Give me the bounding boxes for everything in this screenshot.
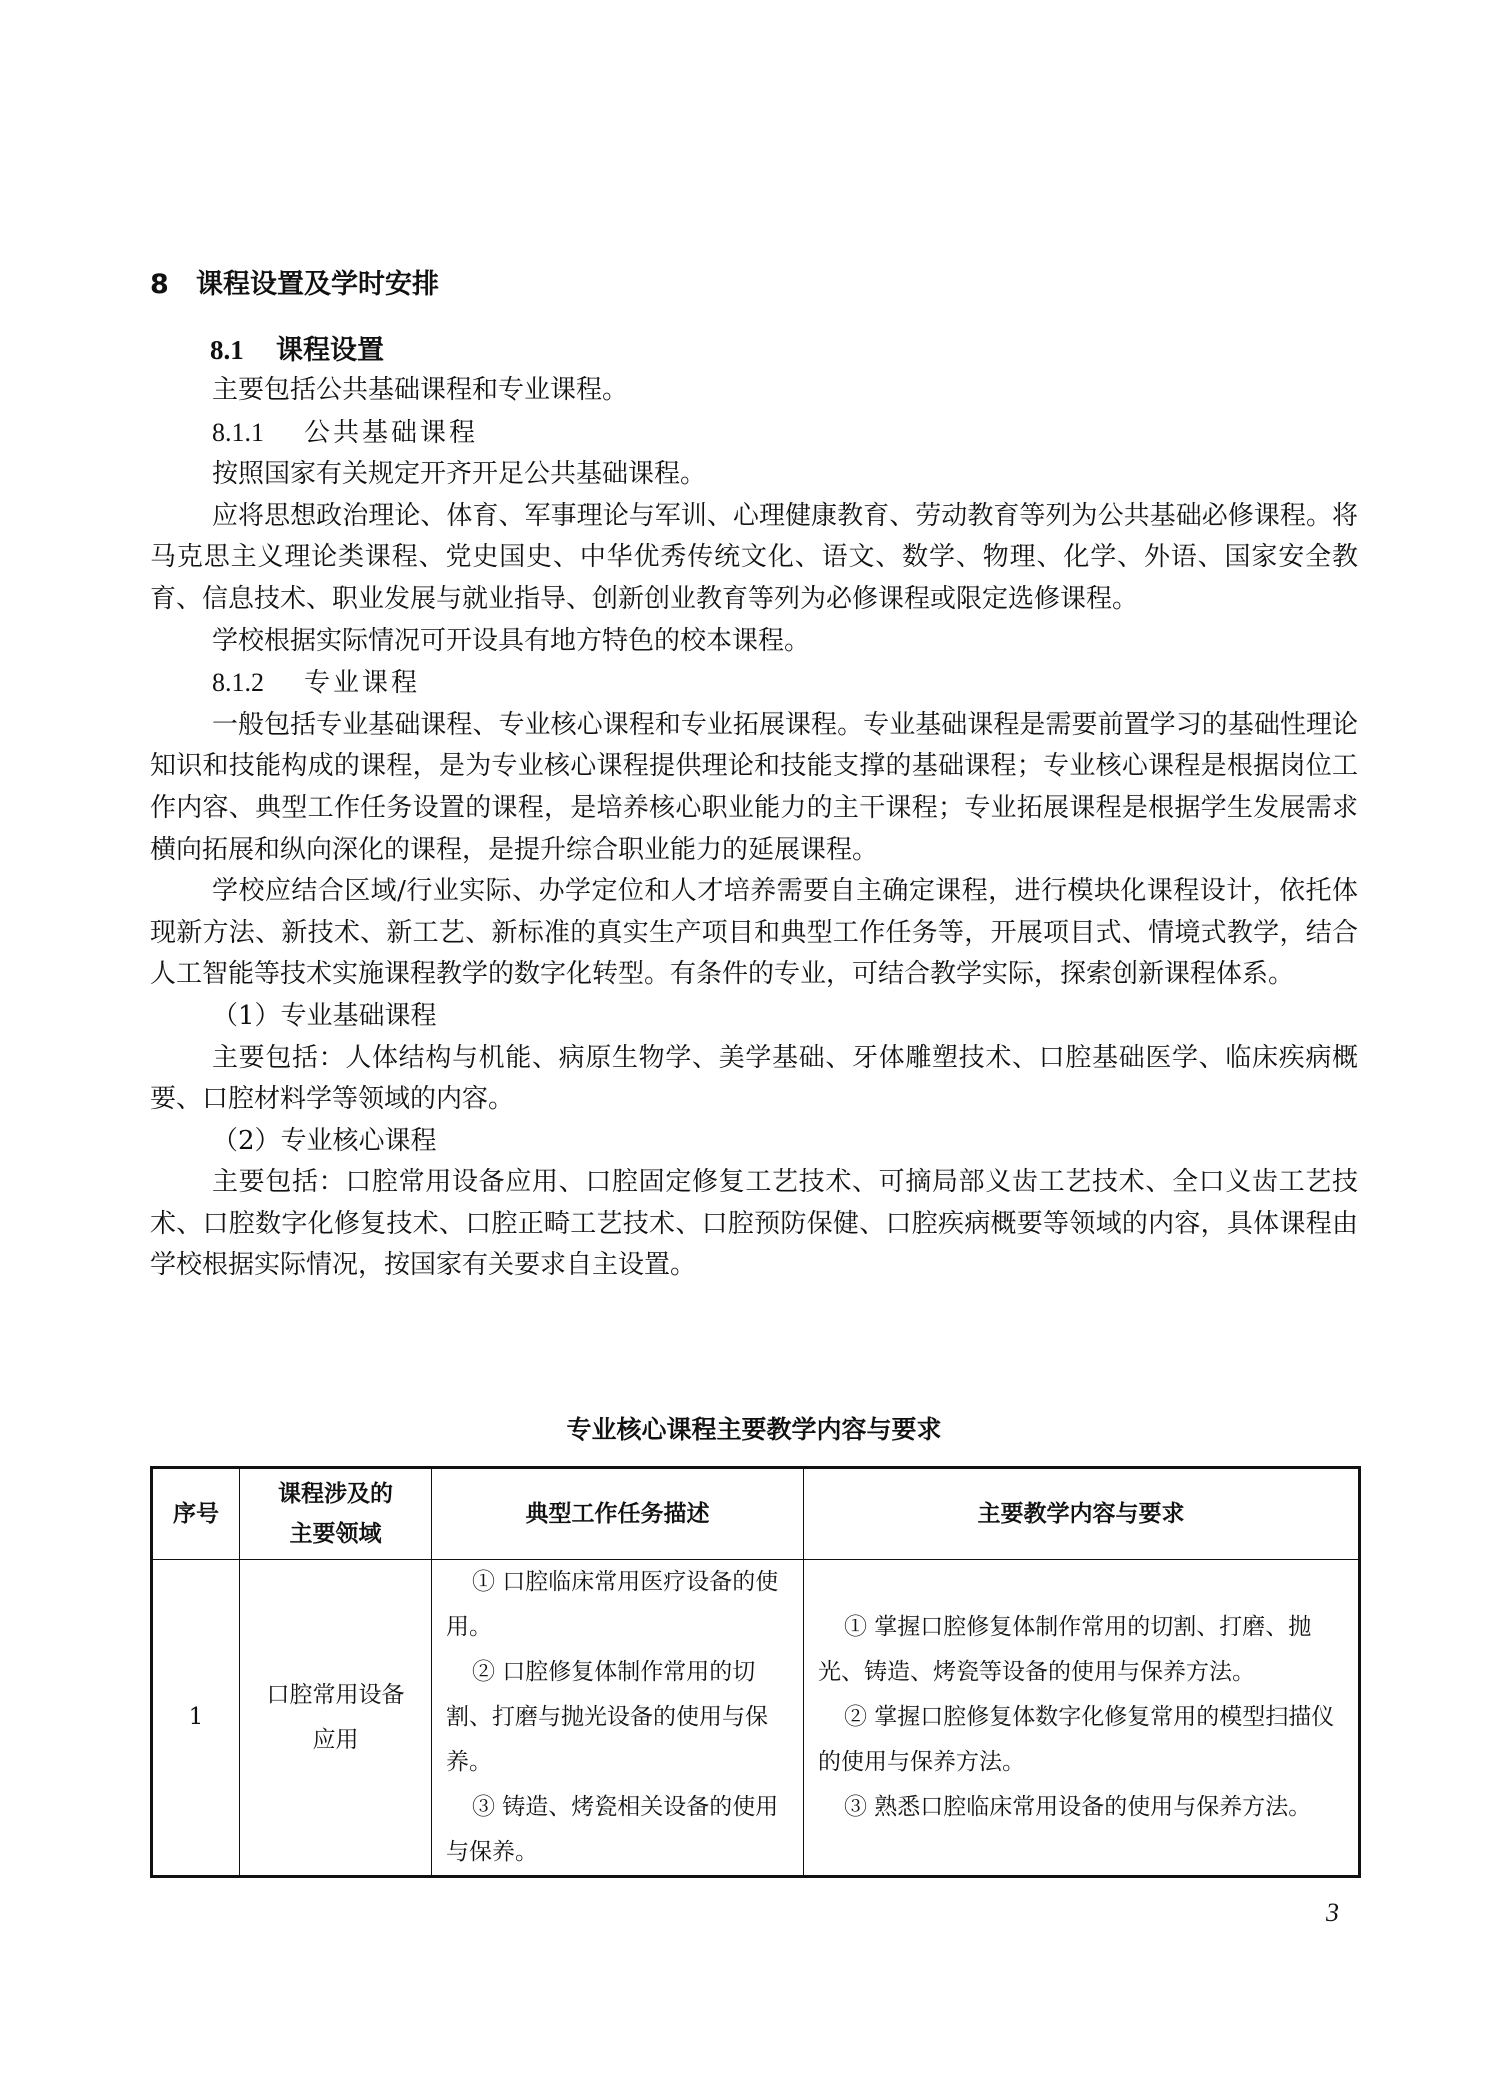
section-title: 课程设置: [276, 335, 384, 366]
cell-field-line: 口腔常用设备: [266, 1681, 405, 1708]
paragraph: 学校根据实际情况可开设具有地方特色的校本课程。: [212, 625, 811, 656]
body-text: [150, 370, 1358, 1287]
paragraph: 按照国家有关规定开齐开足公共基础课程。: [212, 459, 707, 490]
cell-content: [804, 1560, 1360, 1877]
subsection-number: 8.1.2: [212, 668, 264, 698]
cell-field-line: 应用: [312, 1726, 359, 1753]
list-heading-core: （2）专业核心课程: [212, 1125, 437, 1156]
chapter-heading: [150, 262, 439, 301]
subsection-heading-major: [150, 662, 1358, 705]
header-no: 序号: [152, 1468, 240, 1560]
content-item: ② 掌握口腔修复体数字化修复常用的模型扫描仪的使用与保养方法。: [818, 1704, 1335, 1775]
cell-no: 1: [152, 1560, 240, 1877]
table-title: 专业核心课程主要教学内容与要求: [566, 1415, 942, 1444]
subsection-number: 8.1.1: [212, 417, 264, 447]
chapter-title: 课程设置及学时安排: [196, 269, 439, 300]
cell-tasks: [432, 1560, 804, 1877]
intro-paragraph: 主要包括公共基础课程和专业课程。: [212, 375, 629, 405]
page-number: 3: [1326, 1898, 1339, 1927]
paragraph: 主要包括：口腔常用设备应用、口腔固定修复工艺技术、可摘局部义齿工艺技术、全口义齿工艺技术、口腔数字化修复技术、口腔正畸工艺技术、口腔预防保健、口腔疾病概要等领域的内容，具体课程由学校根据实际情况，按国家有关要求自主设置。: [150, 1167, 1358, 1281]
paragraph: 主要包括：人体结构与机能、病原生物学、美学基础、牙体雕塑技术、口腔基础医学、临床疾病概要、口腔材料学等领域的内容。: [150, 1042, 1358, 1115]
header-field: [240, 1468, 432, 1560]
task-item: ② 口腔修复体制作常用的切割、打磨与抛光设备的使用与保养。: [446, 1659, 768, 1775]
core-course-table: [150, 1466, 1361, 1878]
header-content: 主要教学内容与要求: [804, 1468, 1360, 1560]
task-item: ① 口腔临床常用医疗设备的使用。: [446, 1569, 779, 1640]
chapter-number: 8: [150, 269, 169, 300]
paragraph: 一般包括专业基础课程、专业核心课程和专业拓展课程。专业基础课程是需要前置学习的基础性理论知识和技能构成的课程，是为专业核心课程提供理论和技能支撑的基础课程；专业核心课程是根据岗位工作内容、典型工作任务设置的课程，是培养核心职业能力的主干课程；专业拓展课程是根据学生发展需求横向拓展和纵向深化的课程，是提升综合职业能力的延展课程。: [150, 709, 1358, 865]
paragraph: 学校应结合区域/行业实际、办学定位和人才培养需要自主确定课程，进行模块化课程设计，依托体现新方法、新技术、新工艺、新标准的真实生产项目和典型工作任务等，开展项目式、情境式教学，结合人工智能等技术实施课程教学的数字化转型。有条件的专业，可结合教学实际，探索创新课程体系。: [150, 876, 1358, 990]
subsection-title: 公共基础课程: [304, 417, 479, 448]
content-item: ③ 熟悉口腔临床常用设备的使用与保养方法。: [844, 1794, 1312, 1820]
cell-field: [240, 1560, 432, 1877]
table-row: [152, 1560, 1360, 1877]
paragraph: 应将思想政治理论、体育、军事理论与军训、心理健康教育、劳动教育等列为公共基础必修课程。将马克思主义理论类课程、党史国史、中华优秀传统文化、语文、数学、物理、化学、外语、国家安全教育、信息技术、职业发展与就业指导、创新创业教育等列为必修课程或限定选修课程。: [150, 500, 1358, 614]
table-header-row: [152, 1468, 1360, 1560]
header-field-line: 主要领域: [289, 1521, 382, 1547]
header-tasks: 典型工作任务描述: [432, 1468, 804, 1560]
header-field-line: 课程涉及的: [278, 1481, 393, 1507]
subsection-title: 专业课程: [304, 668, 421, 699]
subsection-heading-public: [150, 412, 1358, 455]
list-heading-basic: （1）专业基础课程: [212, 1000, 437, 1031]
section-heading: [210, 328, 384, 367]
content-item: ① 掌握口腔修复体制作常用的切割、打磨、抛光、铸造、烤瓷等设备的使用与保养方法。: [818, 1614, 1312, 1685]
section-number: 8.1: [210, 335, 244, 365]
task-item: ③ 铸造、烤瓷相关设备的使用与保养。: [446, 1794, 779, 1865]
